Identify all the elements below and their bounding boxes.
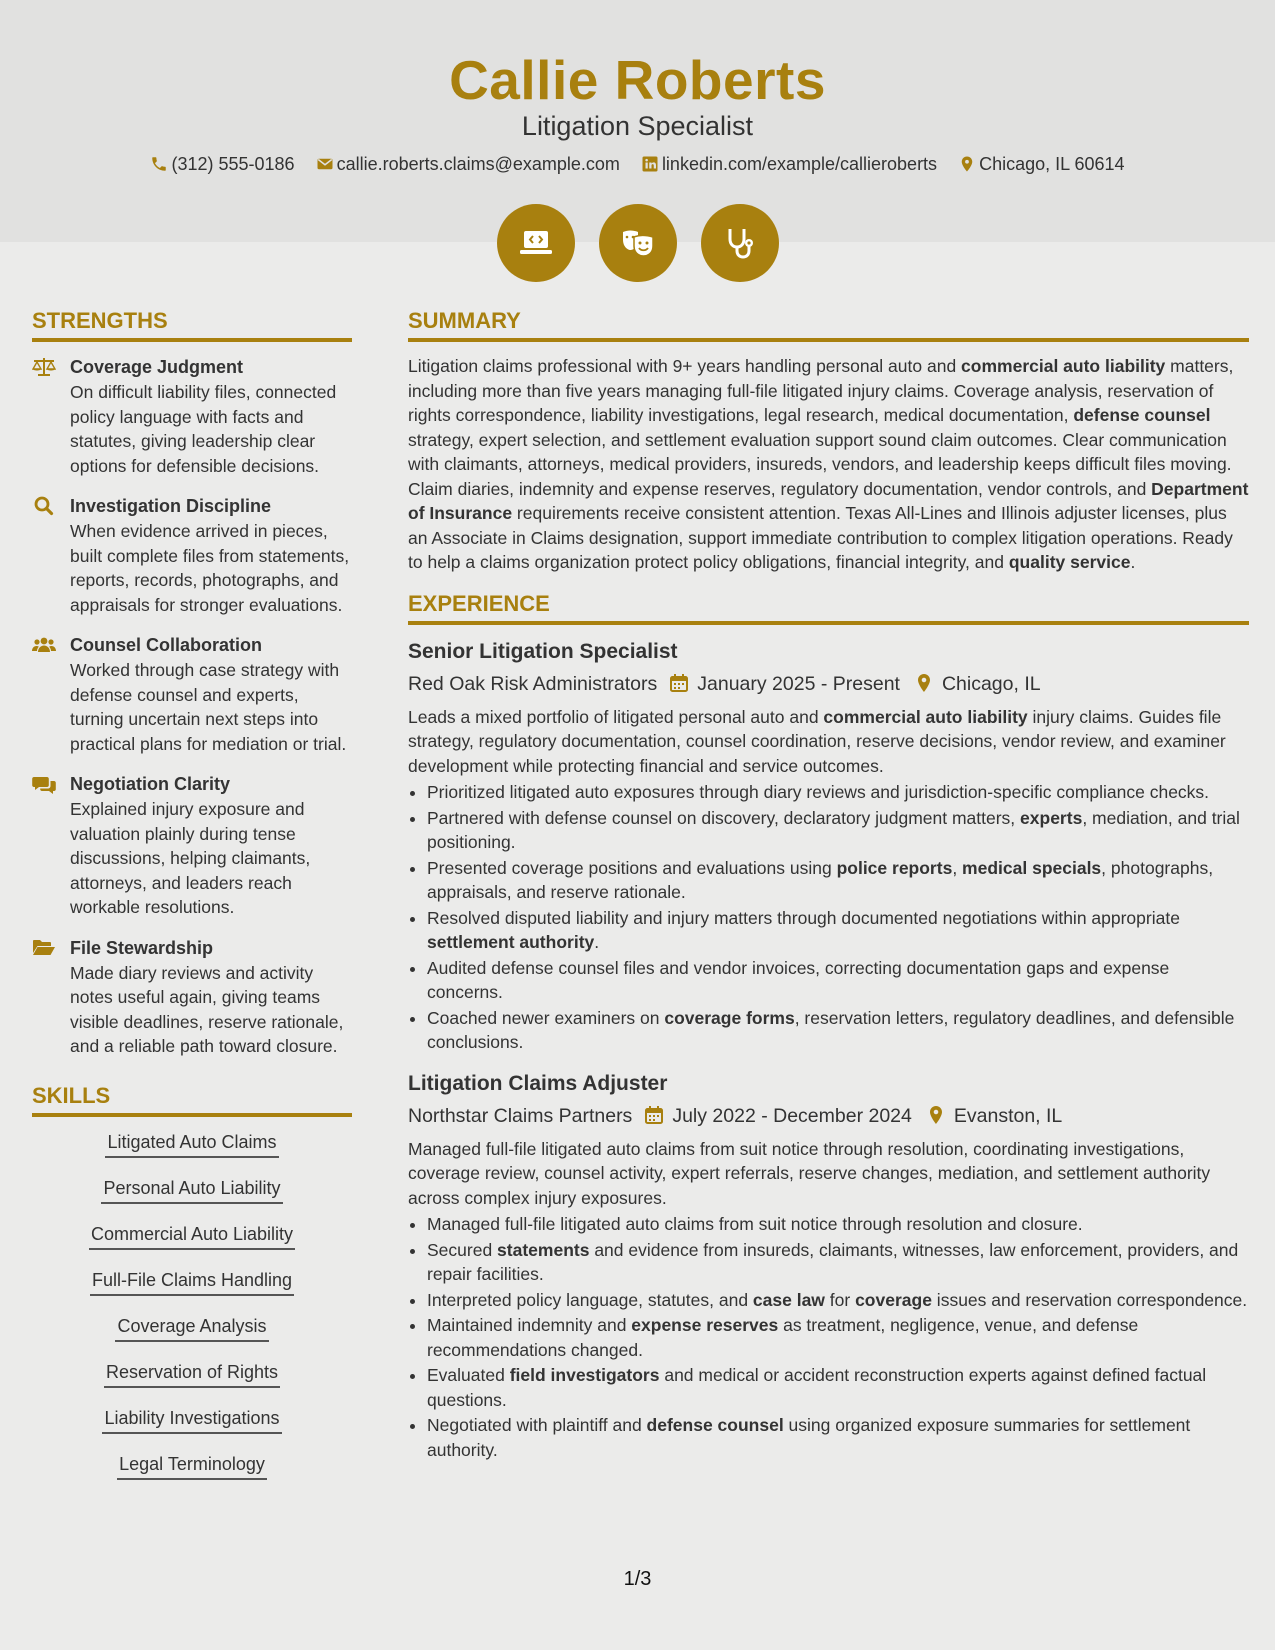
bold-phrase: police reports (836, 857, 953, 878)
experience-heading: EXPERIENCE (408, 589, 1249, 625)
bold-phrase: medical specials (962, 857, 1102, 878)
badge-laptop (497, 204, 575, 282)
strength-item (32, 493, 352, 617)
strength-title: Coverage Judgment (70, 357, 244, 377)
bold-phrase: case law (752, 1289, 825, 1310)
bullet-item: • Managed full-file litigated auto claims from suit notice through resolution and closure. (427, 1212, 1249, 1237)
skill-tag: Litigated Auto Claims (105, 1129, 278, 1158)
strength-title: Negotiation Clarity (70, 774, 231, 794)
contact-linkedin[interactable] (641, 150, 937, 178)
job-description: Managed full-file litigated auto claims from suit notice through resolution, coordinating investigations, coverage review, counsel activity, expert referrals, reserve changes, mediation, and settlement authority across complex injury exposures. (408, 1138, 1211, 1208)
strengths-heading: STRENGTHS (32, 306, 352, 342)
location-text: Chicago, IL 60614 (979, 154, 1125, 174)
strength-item (32, 632, 352, 756)
calendar-icon (669, 673, 689, 693)
theater-masks-icon (618, 223, 658, 263)
bullet-item: • Evaluated field investigators and medical or accident reconstruction experts against defined factual questions. (427, 1363, 1249, 1412)
comments-icon (32, 774, 56, 794)
scale-icon (32, 357, 56, 377)
skill-tag: Full-File Claims Handling (90, 1267, 294, 1296)
job-entry (408, 1069, 1249, 1463)
bullet-item: • Presented coverage positions and evaluations using police reports, medical specials, photographs, appraisals, and reserve rationale. (427, 856, 1249, 905)
strength-desc: On difficult liability files, connected policy language with facts and statutes, giving leadership clear options for defensible decisions. (70, 382, 337, 476)
summary-text: Litigation claims professional with 9+ years handling personal auto and commercial auto liability matters, including more than five years managing full-file litigated injury claims. Coverage analysis, reservation of rights correspondence, liability investigations, legal research, medical documentation, defense counsel strategy, expert selection, and settlement evaluation support sound claim outcomes. Clear communication with claimants, attorneys, medical providers, insureds, vendors, and leadership keeps difficult files moving. Claim diaries, indemnity and expense reserves, regulatory documentation, vendor controls, and Department of Insurance requirements receive consistent attention. Texas All-Lines and Illinois adjuster licenses, plus an Associate in Claims designation, support immediate contribution to complex litigation operations. Ready to help a claims organization protect policy obligations, financial integrity, and quality service. (408, 356, 1249, 572)
contact-bar (0, 150, 1275, 178)
job-role: Litigation Claims Adjuster (408, 1071, 668, 1095)
strength-title: Investigation Discipline (70, 496, 272, 516)
badge-masks (599, 204, 677, 282)
strength-item (32, 354, 352, 478)
job-role: Senior Litigation Specialist (408, 639, 678, 663)
strength-item (32, 771, 352, 920)
candidate-name: Callie Roberts (449, 49, 826, 111)
bold-phrase: defense counsel (646, 1415, 784, 1435)
calendar-icon (644, 1105, 664, 1125)
contact-email[interactable] (316, 150, 620, 178)
location-pin-icon (958, 155, 976, 173)
bullet-item: • Negotiated with plaintiff and defense counsel using organized exposure summaries for settlement authority. (427, 1413, 1249, 1462)
bold-phrase: experts (1020, 807, 1083, 828)
skill-tag: Commercial Auto Liability (89, 1221, 295, 1250)
job-bullets (408, 780, 1249, 1055)
skill-tag: Personal Auto Liability (101, 1175, 282, 1204)
contact-location (958, 150, 1124, 178)
bold-phrase: Department of Insurance (408, 478, 1249, 523)
laptop-code-icon (516, 223, 556, 263)
job-company: Northstar Claims Partners (408, 1104, 633, 1127)
bold-phrase: coverage forms (664, 1007, 795, 1028)
skills-list (32, 1129, 352, 1497)
folder-open-icon (32, 938, 56, 958)
summary-heading: SUMMARY (408, 306, 1249, 342)
bullet-item: • Coached newer examiners on coverage forms, reservation letters, regulatory deadlines, and defensible conclusions. (427, 1006, 1249, 1055)
strength-desc: Worked through case strategy with defense counsel and experts, turning uncertain next steps into practical plans for mediation or trial. (70, 660, 347, 754)
linkedin-icon (641, 155, 659, 173)
job-meta (408, 1101, 1249, 1131)
search-icon (32, 496, 56, 516)
bold-phrase: expense reserves (631, 1315, 779, 1335)
job-location: Evanston, IL (953, 1104, 1063, 1127)
skill-tag: Reservation of Rights (104, 1359, 280, 1388)
bold-phrase: settlement authority (427, 932, 595, 952)
bullet-item: • Partnered with defense counsel on discovery, declaratory judgment matters, experts, mediation, and trial positioning. (427, 806, 1249, 855)
skill-tag: Legal Terminology (117, 1451, 267, 1480)
users-icon (32, 635, 56, 655)
job-dates: January 2025 - Present (697, 672, 900, 695)
bold-phrase: quality service (1008, 552, 1131, 572)
bold-phrase: commercial auto liability (961, 356, 1166, 376)
envelope-icon (316, 155, 334, 173)
strength-title: File Stewardship (70, 937, 214, 958)
job-description: Leads a mixed portfolio of litigated personal auto and commercial auto liability injury claims. Guides file strategy, regulatory documentation, counsel coordination, reserve decisions, vendor review, and examiner development while protecting financial and service outcomes. (408, 706, 1226, 776)
strength-title: Counsel Collaboration (70, 635, 263, 655)
interest-badges (0, 204, 1275, 282)
bullet-item: • Resolved disputed liability and injury matters through documented negotiations within appropriate settlement authority. (427, 906, 1249, 955)
job-bullets (408, 1212, 1249, 1462)
bold-phrase: coverage (855, 1289, 932, 1310)
strength-desc: Made diary reviews and activity notes useful again, giving teams visible deadlines, reserve rationale, and a reliable path toward closure. (70, 962, 344, 1056)
skill-tag: Coverage Analysis (115, 1313, 268, 1342)
bullet-item: • Secured statements and evidence from insureds, claimants, witnesses, law enforcement, providers, and repair facilities. (427, 1238, 1249, 1287)
bullet-item: • Audited defense counsel files and vendor invoices, correcting documentation gaps and expense concerns. (427, 956, 1249, 1005)
bold-phrase: defense counsel (1073, 405, 1211, 425)
badge-stethoscope (701, 204, 779, 282)
strength-desc: When evidence arrived in pieces, built complete files from statements, reports, records, photographs, and appraisals for stronger evaluations. (70, 521, 350, 615)
skills-heading: SKILLS (32, 1081, 352, 1117)
bold-phrase: statements (497, 1239, 590, 1260)
bullet-item: • Prioritized litigated auto exposures through diary reviews and jurisdiction-specific compliance checks. (427, 780, 1249, 805)
job-location: Chicago, IL (941, 672, 1041, 695)
phone-icon (150, 155, 168, 173)
phone-text: (312) 555-0186 (171, 154, 295, 174)
right-column (408, 306, 1249, 1476)
location-pin-icon (926, 1105, 946, 1125)
strength-desc: Explained injury exposure and valuation plainly during tense discussions, helping claimants, attorneys, and leaders reach workable resolutions. (70, 799, 311, 917)
location-pin-icon (914, 673, 934, 693)
page-number: 1/3 (623, 1568, 652, 1590)
left-column (32, 306, 352, 1497)
stethoscope-icon (720, 223, 760, 263)
bold-phrase: field investigators (509, 1365, 660, 1385)
job-title-headline: Litigation Specialist (521, 111, 754, 141)
job-dates: July 2022 - December 2024 (672, 1104, 912, 1127)
job-entry (408, 637, 1249, 1055)
bold-phrase: commercial auto liability (823, 706, 1028, 727)
job-company: Red Oak Risk Administrators (408, 672, 658, 695)
bullet-item: • Maintained indemnity and expense reserves as treatment, negligence, venue, and defense recommendations changed. (427, 1313, 1249, 1362)
linkedin-text: linkedin.com/example/callieroberts (661, 154, 938, 174)
bullet-item: • Interpreted policy language, statutes, and case law for coverage issues and reservation correspondence. (427, 1288, 1249, 1313)
skill-tag: Liability Investigations (102, 1405, 281, 1434)
email-text: callie.roberts.claims@example.com (336, 154, 620, 174)
strength-item (32, 935, 352, 1059)
job-meta (408, 669, 1249, 699)
contact-phone[interactable] (150, 150, 294, 178)
